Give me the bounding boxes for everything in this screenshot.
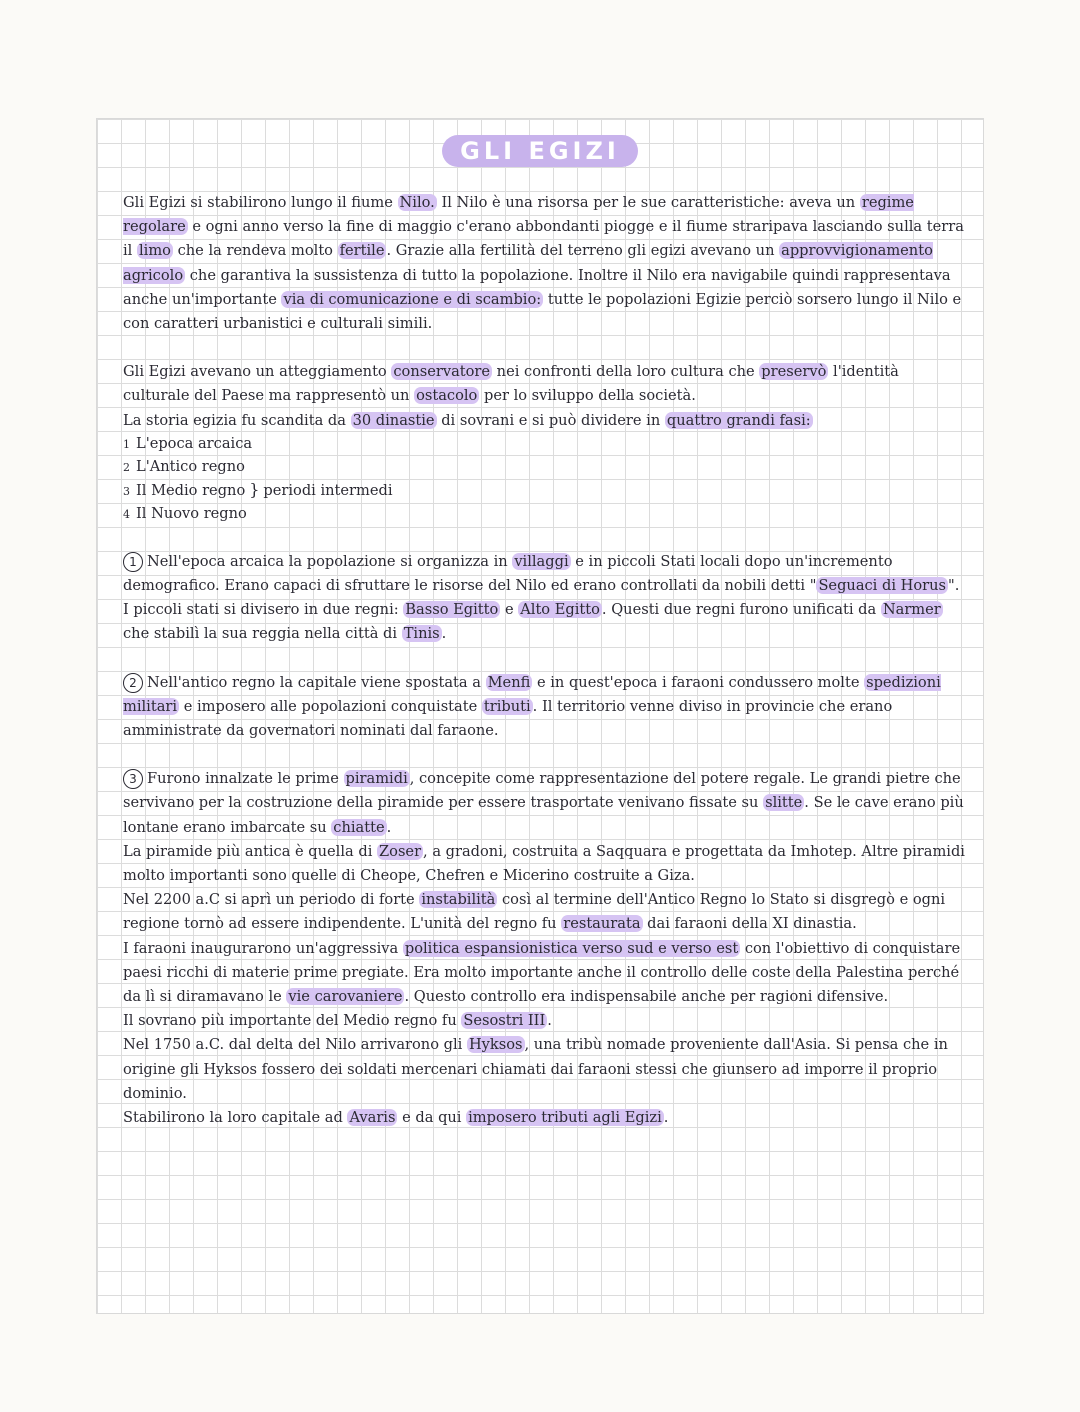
section-number-icon: 1 (123, 552, 143, 572)
text: . (386, 818, 392, 836)
paragraph-culture (123, 360, 969, 433)
list-item (123, 479, 969, 503)
section-pyramids (123, 767, 969, 1130)
text: . (547, 1012, 552, 1030)
list-item (123, 433, 969, 456)
text: Gli Egizi si stabilirono lungo il fiume (123, 194, 398, 211)
text: nei confronti della loro cultura che (492, 363, 760, 381)
list-number: 2 (123, 460, 130, 474)
paragraph-nile (123, 191, 969, 336)
text: e (500, 601, 519, 619)
text: che stabilì la sua reggia nella città di (123, 625, 402, 643)
text: . Questi due regni furono unificati da (601, 601, 881, 619)
text: . Questo controllo era indispensabile anche per ragioni difensive. (404, 988, 889, 1006)
highlight: fertile (339, 242, 385, 260)
text: La storia egizia fu scandita da (123, 411, 351, 429)
text: e da qui (397, 1109, 467, 1127)
page-title: GLI EGIZI (442, 135, 638, 167)
highlight: spedizioni militari (123, 673, 941, 715)
list-label: L'epoca arcaica (136, 434, 253, 452)
phases-note: periodi intermedi (263, 481, 393, 499)
text: Nel 2200 a.C si aprì un periodo di forte (123, 891, 420, 909)
highlight: Hyksos (468, 1036, 523, 1054)
list-number: 1 (123, 437, 130, 451)
highlight: instabilità (421, 891, 496, 909)
highlight: conservatore (393, 363, 491, 381)
highlight: Avaris (349, 1109, 396, 1127)
text: Gli Egizi avevano un atteggiamento (123, 363, 392, 381)
text: . Il territorio venne diviso in provincie che erano amministrate da governatori nominati dal faraone. (123, 697, 893, 740)
section-number-icon: 3 (123, 769, 143, 789)
highlight: tributi (483, 697, 531, 715)
text: e ogni anno verso la fine di maggio c'erano abbondanti piogge e il fiume straripava lasciando sulla terra il (123, 218, 964, 260)
highlight: imposero tributi agli Egizi (468, 1109, 662, 1127)
text: Nell'antico regno la capitale viene spostata a (147, 673, 486, 691)
highlight: regime regolare (123, 194, 914, 236)
highlight: politica espansionistica verso sud e verso est (404, 939, 739, 957)
phases-list (123, 433, 969, 526)
text: tutte le popolazioni Egizie perciò sorsero lungo il Nilo e con caratteri urbanistici e culturali simili. (123, 290, 962, 333)
notebook-page (96, 118, 984, 1314)
text: e in piccoli Stati locali dopo un'incremento demografico. Erano capaci di sfruttare le risorse del Nilo ed erano controllati da nobili detti " (123, 552, 893, 595)
list-label: Il Nuovo regno (136, 504, 247, 522)
text: Nel 1750 a.C. dal delta del Nilo arrivarono gli (123, 1036, 467, 1054)
highlight: Alto Egitto (520, 601, 600, 619)
highlight: chiatte (333, 818, 385, 836)
spacer (123, 647, 969, 671)
highlight: slitte (765, 794, 803, 812)
section-number-icon: 2 (123, 673, 143, 693)
highlight: Menfi (487, 673, 531, 691)
text: ". (948, 577, 960, 595)
text: con l'obiettivo di conquistare paesi ricchi di materie prime pregiate. Era molto importante anche il controllo delle coste della Palestina perché da lì si diramavano le (123, 939, 961, 1006)
highlight: restaurata (563, 915, 641, 933)
section-archaic (123, 550, 969, 647)
spacer (123, 526, 969, 550)
highlight: ostacolo (416, 387, 478, 405)
list-number: 3 (123, 484, 130, 498)
text: che la rendeva molto (172, 242, 338, 260)
list-label: Il Medio regno (136, 481, 246, 499)
text: I faraoni inaugurarono un'aggressiva (123, 939, 403, 957)
brace-icon: } (249, 479, 260, 499)
text: Il Nilo è una risorsa per le sue caratteristiche: aveva un (436, 194, 860, 211)
text: . Grazie alla fertilità del terreno gli egizi avevano un (386, 242, 780, 260)
highlight: piramidi (345, 770, 408, 788)
text: . (663, 1109, 669, 1127)
highlight: Nilo. (399, 194, 435, 211)
text: . Se le cave erano più lontane erano imbarcate su (123, 794, 964, 836)
list-item (123, 503, 969, 526)
list-label: L'Antico regno (136, 457, 245, 475)
list-number: 4 (123, 507, 130, 521)
text: così al termine dell'Antico Regno lo Stato si disgregò e ogni regione tornò ad essere indipendente. L'unità del regno fu (123, 891, 946, 933)
spacer (123, 336, 969, 360)
text: I piccoli stati si divisero in due regni: (123, 601, 404, 619)
text: e in quest'epoca i faraoni condussero molte (532, 673, 865, 691)
highlight: Tinis (403, 625, 440, 643)
text: La piramide più antica è quella di (123, 842, 378, 860)
highlight: via di comunicazione e di scambio: (283, 290, 542, 308)
text: . (441, 625, 447, 643)
text: di sovrani e si può dividere in (436, 411, 665, 429)
notes-body (123, 191, 969, 1130)
list-item (123, 456, 969, 479)
text: che garantiva la sussistenza di tutto la popolazione. Inoltre il Nilo era navigabile quindi rappresentava anche un'importante (123, 266, 951, 308)
text: , concepite come rappresentazione del potere regale. Le grandi pietre che servivano per la costruzione della piramide per essere trasportate venivano fissate su (123, 770, 961, 812)
highlight: Seguaci di Horus (818, 577, 947, 595)
spacer (123, 743, 969, 767)
highlight: villaggi (514, 552, 569, 570)
title-wrap (97, 135, 983, 167)
text: Furono innalzate le prime (147, 770, 344, 788)
text: per lo sviluppo della società. (479, 387, 696, 405)
text: Il sovrano più importante del Medio regno fu (123, 1012, 462, 1030)
text: , una tribù nomade proveniente dall'Asia. Si pensa che in origine gli Hyksos fossero dei soldati mercenari chiamati dai faraoni stessi che giunsero ad imporre il proprio dominio. (123, 1036, 948, 1102)
text: e imposero alle popolazioni conquistate (179, 697, 482, 715)
highlight: Zoser (379, 842, 422, 860)
highlight: Basso Egitto (405, 601, 499, 619)
highlight: Sesostri III (463, 1012, 546, 1030)
section-old-kingdom (123, 671, 969, 744)
text: Nell'epoca arcaica la popolazione si organizza in (147, 552, 513, 570)
text: Stabilirono la loro capitale ad (123, 1109, 348, 1127)
highlight: quattro grandi fasi: (666, 411, 811, 429)
highlight: limo (138, 242, 171, 260)
highlight: 30 dinastie (352, 411, 435, 429)
highlight: preservò (761, 363, 827, 381)
text: , a gradoni, costruita a Saqquara e progettata da Imhotep. Altre piramidi molto importanti sono quelle di Cheope, Chefren e Micerino costruite a Giza. (123, 842, 965, 885)
text: dai faraoni della XI dinastia. (642, 915, 857, 933)
highlight: Narmer (882, 601, 941, 619)
highlight: approvvigionamento agricolo (123, 242, 933, 284)
highlight: vie carovaniere (288, 988, 403, 1006)
text: l'identità culturale del Paese ma rappresentò un (123, 363, 899, 405)
